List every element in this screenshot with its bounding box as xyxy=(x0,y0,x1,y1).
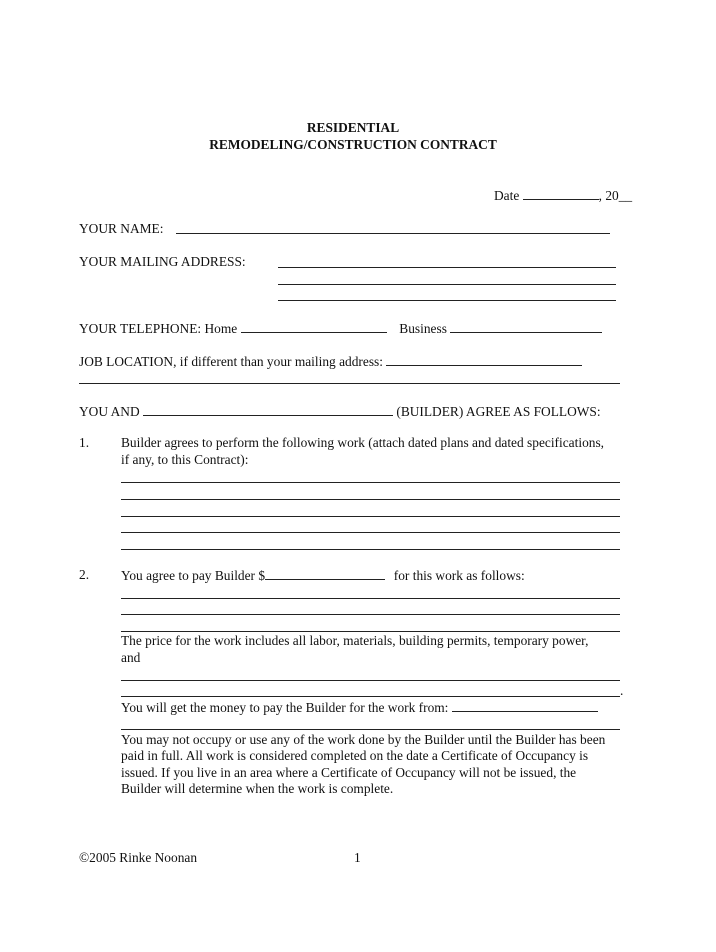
price-includes-line-2: and xyxy=(121,650,141,665)
your-name-label: YOUR NAME: xyxy=(79,221,164,236)
telephone-business-label: Business xyxy=(399,321,447,336)
pay-amount-field[interactable] xyxy=(265,567,385,580)
work-description-line-5[interactable] xyxy=(121,549,620,550)
payment-terms-line-2[interactable] xyxy=(121,614,620,615)
builder-agree-label: (BUILDER) AGREE AS FOLLOWS: xyxy=(396,404,601,419)
telephone-business-field[interactable] xyxy=(450,320,602,333)
title-line-1: RESIDENTIAL xyxy=(306,120,400,135)
job-location-line-2[interactable] xyxy=(79,383,620,384)
footer-page-number: 1 xyxy=(354,850,361,865)
occupancy-text-line-2: paid in full. All work is considered completed on the date a Certificate of Occupancy is xyxy=(121,748,589,763)
work-description-line-3[interactable] xyxy=(121,516,620,517)
mailing-address-label: YOUR MAILING ADDRESS: xyxy=(79,254,246,269)
mailing-address-line-2[interactable] xyxy=(278,284,616,285)
date-row xyxy=(494,187,632,204)
date-year-prefix: , 20 xyxy=(598,188,619,203)
job-location-label: JOB LOCATION, if different than your mailing address: xyxy=(79,354,383,369)
builder-name-field[interactable] xyxy=(143,403,393,416)
pay-suffix-label: for this work as follows: xyxy=(393,568,525,583)
work-description-line-2[interactable] xyxy=(121,499,620,500)
mailing-address-line-3[interactable] xyxy=(278,300,616,301)
footer-copyright: ©2005 Rinke Noonan xyxy=(79,850,198,865)
date-year-field[interactable]: __ xyxy=(618,188,633,203)
section-1-text-line-2: if any, to this Contract): xyxy=(121,452,249,467)
pay-builder-label: You agree to pay Builder $ xyxy=(121,568,266,583)
section-1-number: 1. xyxy=(79,435,90,450)
job-location-row xyxy=(79,353,582,370)
section-1-text-line-1: Builder agrees to perform the following work (attach dated plans and dated specifications, xyxy=(121,435,605,450)
money-source-field[interactable] xyxy=(452,699,598,712)
price-includes-period: . xyxy=(620,683,624,698)
job-location-field[interactable] xyxy=(386,353,582,366)
occupancy-text-line-4: Builder will determine when the work is complete. xyxy=(121,781,394,796)
telephone-home-label: YOUR TELEPHONE: Home xyxy=(79,321,238,336)
occupancy-text-line-1: You may not occupy or use any of the work done by the Builder until the Builder has been xyxy=(121,732,606,747)
payment-terms-line-1[interactable] xyxy=(121,598,620,599)
section-2-pay-row xyxy=(121,567,525,584)
title-line-2: REMODELING/CONSTRUCTION CONTRACT xyxy=(209,137,497,152)
section-2-number: 2. xyxy=(79,567,90,582)
date-label: Date xyxy=(494,188,520,203)
work-description-line-4[interactable] xyxy=(121,532,620,533)
money-source-row xyxy=(121,699,598,716)
date-field[interactable] xyxy=(523,187,599,200)
telephone-home-field[interactable] xyxy=(241,320,387,333)
you-and-label: YOU AND xyxy=(79,404,140,419)
work-description-line-1[interactable] xyxy=(121,482,620,483)
money-source-line-2[interactable] xyxy=(121,729,620,730)
occupancy-text-line-3: issued. If you live in an area where a Certificate of Occupancy will not be issued, the xyxy=(121,765,577,780)
mailing-address-line-1[interactable] xyxy=(278,267,616,268)
telephone-row xyxy=(79,320,602,337)
your-name-field[interactable] xyxy=(176,233,610,234)
payment-terms-line-3[interactable] xyxy=(121,631,620,632)
price-includes-line-1: The price for the work includes all labor, materials, building permits, temporary power, xyxy=(121,633,589,648)
price-includes-field-line-1[interactable] xyxy=(121,680,620,681)
money-source-label: You will get the money to pay the Builder for the work from: xyxy=(121,700,449,715)
agreement-row xyxy=(79,403,601,420)
price-includes-field-line-2[interactable] xyxy=(121,696,620,697)
